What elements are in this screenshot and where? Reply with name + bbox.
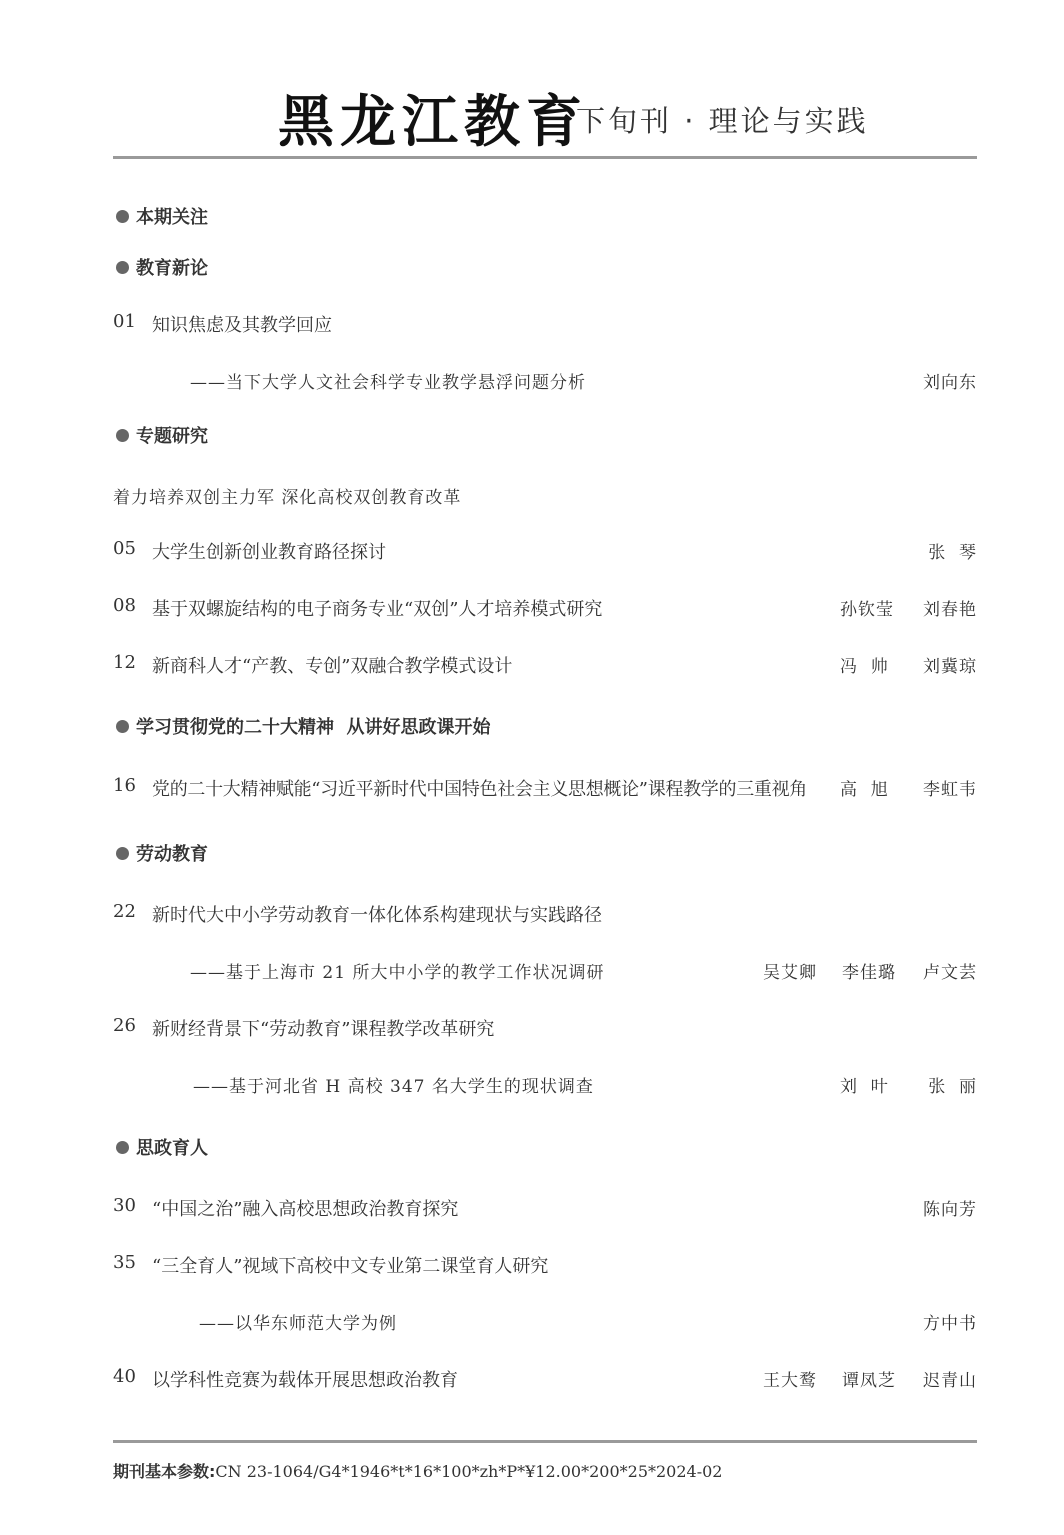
article-author: 卢文芸 — [923, 963, 977, 983]
article-author: 刘 叶 — [840, 1077, 889, 1097]
footer-rule — [113, 1440, 977, 1443]
article-author: 刘向东 — [923, 373, 977, 393]
article-author: 谭凤芝 — [842, 1371, 896, 1391]
article-subtitle: ——基于上海市 21 所大中小学的教学工作状况调研 — [190, 963, 605, 983]
article-page: 26 — [113, 1015, 136, 1036]
article-title[interactable]: 党的二十大精神赋能“习近平新时代中国特色社会主义思想概论”课程教学的三重视角 — [152, 779, 808, 800]
section-labor: 劳动教育 — [116, 840, 208, 866]
article-page: 40 — [113, 1366, 136, 1387]
section-new-theory: 教育新论 — [116, 254, 208, 280]
article-subtitle: ——以华东师范大学为例 — [199, 1314, 397, 1334]
article-page: 08 — [113, 595, 136, 616]
article-author: 李虹韦 — [923, 780, 977, 800]
article-title[interactable]: 新时代大中小学劳动教育一体化体系构建现状与实践路径 — [152, 905, 602, 926]
section-party: 学习贯彻党的二十大精神 从讲好思政课开始 — [116, 713, 491, 739]
article-page: 05 — [113, 538, 136, 559]
article-author: 王大鹜 — [763, 1371, 817, 1391]
journal-subtitle: 下旬刊 · 理论与实践 — [576, 104, 869, 138]
parameters-value: CN 23-1064/G4*1946*t*16*100*zh*P*¥12.00*200*25*2024-02 — [215, 1462, 723, 1481]
section-ideology: 思政育人 — [116, 1134, 208, 1160]
journal-parameters — [113, 1459, 722, 1482]
article-author: 张 琴 — [928, 543, 977, 563]
article-page: 12 — [113, 652, 136, 673]
article-page: 16 — [113, 775, 136, 796]
article-author: 吴艾卿 — [763, 963, 817, 983]
article-author: 冯 帅 — [840, 657, 889, 677]
bullet-icon — [116, 210, 129, 223]
article-subtitle: ——当下大学人文社会科学专业教学悬浮问题分析 — [190, 373, 586, 393]
article-title[interactable]: 新财经背景下“劳动教育”课程教学改革研究 — [152, 1019, 495, 1040]
article-title[interactable]: “三全育人”视域下高校中文专业第二课堂育人研究 — [152, 1256, 549, 1277]
article-title[interactable]: 知识焦虑及其教学回应 — [152, 315, 332, 336]
bullet-icon — [116, 847, 129, 860]
article-author: 李佳璐 — [842, 963, 896, 983]
article-author: 高 旭 — [840, 780, 889, 800]
article-author: 陈向芳 — [923, 1200, 977, 1220]
bullet-icon — [116, 1141, 129, 1154]
article-subtitle: ——基于河北省 H 高校 347 名大学生的现状调查 — [193, 1077, 594, 1097]
journal-title: 黑龙江教育 — [278, 89, 588, 155]
article-author: 方中书 — [923, 1314, 977, 1334]
article-title[interactable]: 新商科人才“产教、专创”双融合教学模式设计 — [152, 656, 513, 677]
article-author: 张 丽 — [928, 1077, 977, 1097]
article-page: 22 — [113, 901, 136, 922]
article-title[interactable]: “中国之治”融入高校思想政治教育探究 — [152, 1199, 459, 1220]
feature-line: 着力培养双创主力军 深化高校双创教育改革 — [113, 488, 462, 508]
article-author: 迟青山 — [923, 1371, 977, 1391]
article-author: 孙钦莹 — [840, 600, 894, 620]
article-title[interactable]: 大学生创新创业教育路径探讨 — [152, 542, 386, 563]
article-page: 01 — [113, 311, 136, 332]
article-title[interactable]: 基于双螺旋结构的电子商务专业“双创”人才培养模式研究 — [152, 599, 603, 620]
section-special: 专题研究 — [116, 422, 208, 448]
bullet-icon — [116, 429, 129, 442]
article-page: 30 — [113, 1195, 136, 1216]
bullet-icon — [116, 720, 129, 733]
bullet-icon — [116, 261, 129, 274]
article-author: 刘春艳 — [923, 600, 977, 620]
article-author: 刘冀琼 — [923, 657, 977, 677]
parameters-label: 期刊基本参数: — [113, 1462, 216, 1481]
section-focus: 本期关注 — [116, 203, 208, 229]
header-rule — [113, 156, 977, 159]
article-page: 35 — [113, 1252, 136, 1273]
article-title[interactable]: 以学科性竞赛为载体开展思想政治教育 — [152, 1370, 458, 1391]
